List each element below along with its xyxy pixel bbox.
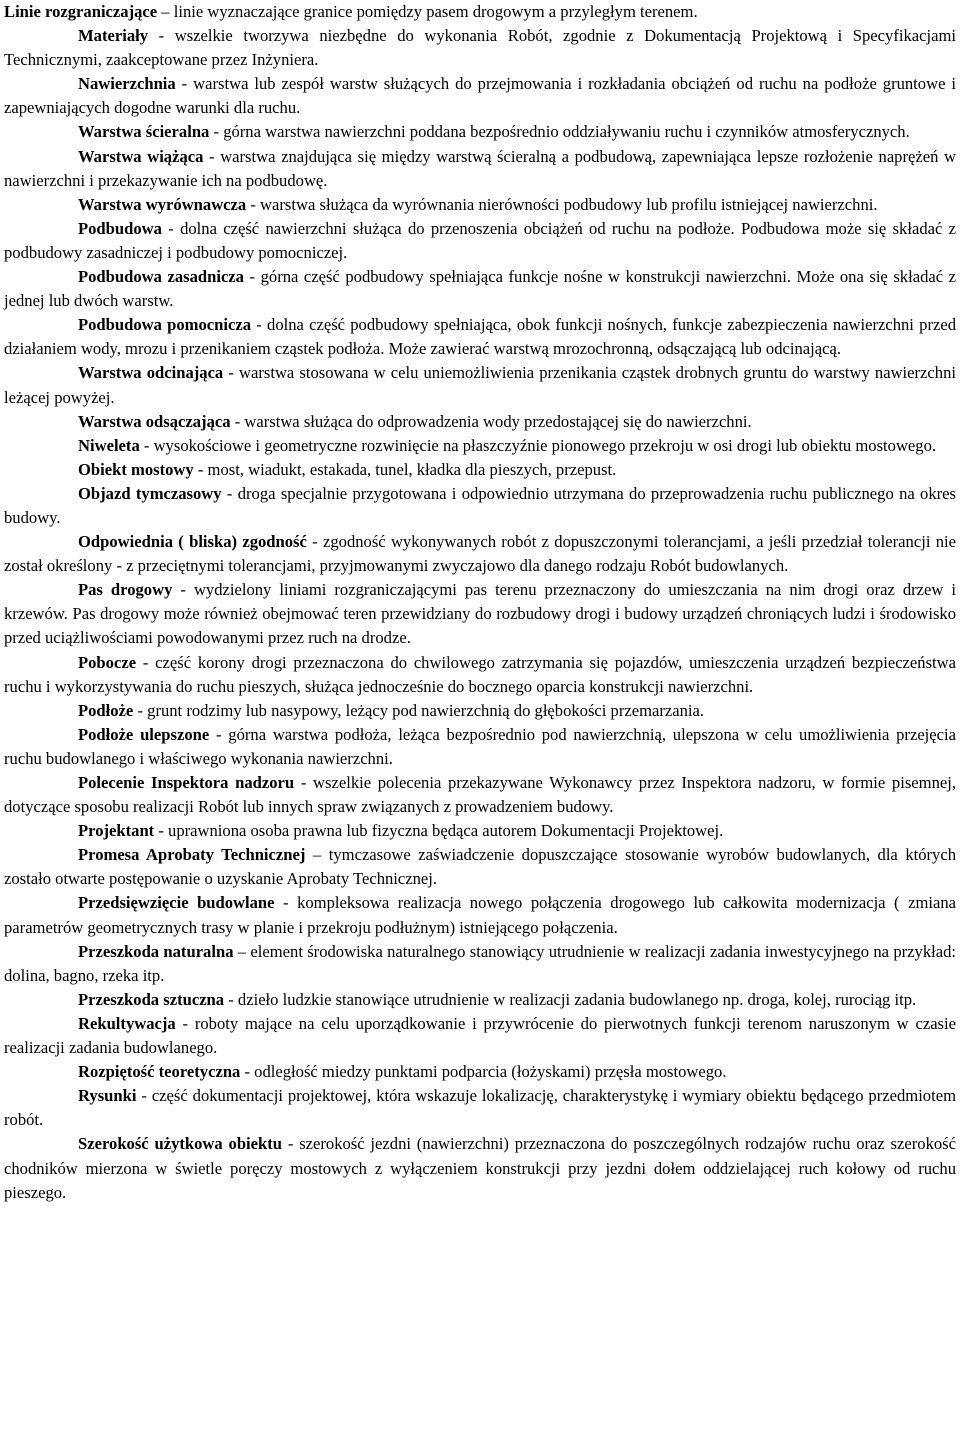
definition-text: tymczasowe zaświadczenie dopuszczające stosowanie wyrobów budowlanych, dla których zostało otwarte postępowanie o uzyskanie Aprobaty Technicznej. [4,845,957,889]
definition-promesa-aprobaty-technicznej [4,843,956,891]
definition-text: warstwa lub zespół warstw służących do przejmowania i rozkładania obciążeń od ruchu na podłoże gruntowe i zapewniających dogodne warunki dla ruchu. [4,74,957,118]
definition-text: grunt rodzimy lub nasypowy, leżący pod nawierzchnią do głębokości przemarzania. [147,700,705,720]
definition-text: warstwa służąca da wyrównania nierówności podbudowy lub profilu istniejącej nawierzchni. [260,194,878,214]
definition-term: Podbudowa zasadnicza [78,267,244,287]
definition-term: Pas drogowy [78,580,173,600]
definition-separator: - [175,74,194,94]
definition-odpowiednia-bliska-zgodnosc [4,530,956,578]
definition-term: Rozpiętość teoretyczna [78,1062,241,1082]
definition-term: Polecenie Inspektora nadzoru [78,773,295,792]
definition-materialy [4,24,956,72]
definition-rekultywacja [4,1012,956,1060]
definition-text: warstwa znajdująca się między warstwą ścieralną a podbudową, zapewniająca lepsze rozłożenie naprężeń w nawierzchni i przekazywanie ich na podbudowę. [4,146,956,190]
definition-term: Przeszkoda naturalna [78,941,234,961]
definition-separator: - [294,773,314,792]
definition-nawierzchnia [4,72,956,120]
definition-separator: - [136,1086,152,1106]
definition-pas-drogowy [4,578,956,650]
definition-separator: - [274,893,298,913]
definition-separator: - [240,1062,255,1082]
definition-text: zgodność wykonywanych robót z dopuszczonymi tolerancjami, a jeśli przedział tolerancji nie został określony - z przeciętnymi tolerancjami, przyjmowanymi zwyczajowo dla danego rodzaju Robót budowlanych. [4,532,956,576]
definition-term: Nawierzchnia [78,74,176,94]
definition-separator: - [203,146,221,166]
definition-text: droga specjalnie przygotowana i odpowiednio utrzymana do przeprowadzenia ruchu publicznego na okres budowy. [4,483,956,527]
definition-term: Warstwa wyrównawcza [78,194,247,214]
definition-text: górna warstwa nawierzchni poddana bezpośrednio oddziaływaniu ruchu i czynników atmosferycznych. [223,122,910,142]
definition-podloze-ulepszone [4,723,956,771]
definition-przeszkoda-naturalna [4,940,956,988]
definition-term: Warstwa odsączająca [78,411,231,431]
definition-przeszkoda-sztuczna [4,988,956,1012]
definition-warstwa-wiazaca [4,145,956,193]
definition-podloze [4,699,956,723]
definition-separator: - [172,580,194,600]
definition-separator: - [306,532,323,552]
definition-szerokosc-uzytkowa-obiektu [4,1132,956,1204]
definition-text: górna część podbudowy spełniająca funkcje nośne w konstrukcji nawierzchni. Może ona się składać z jednej lub dwóch warstw. [4,267,956,311]
definition-term: Obiekt mostowy [78,459,194,479]
definition-separator: - [193,459,208,479]
definition-separator: - [148,26,175,46]
definition-term: Objazd tymczasowy [78,483,222,503]
definition-term: Warstwa ścieralna [78,122,210,142]
definition-text: element środowiska naturalnego stanowiący utrudnienie w realizacji zadania inwestycyjnego na przykład: dolina, bagno, rzeka itp. [4,941,956,985]
definition-separator: - [161,218,181,238]
definition-warstwa-odsaczajaca [4,410,956,434]
definition-text: warstwa służąca do odprowadzenia wody przedostającej się do nawierzchni. [244,411,752,431]
definition-text: uprawniona osoba prawna lub fizyczna będąca autorem Dokumentacji Projektowej. [168,821,724,841]
definition-text: dzieło ludzkie stanowiące utrudnienie w realizacji zadania budowlanego np. droga, kolej, rurociąg itp. [237,989,917,1009]
definition-text: część dokumentacji projektowej, która wskazuje lokalizację, charakterystykę i wymiary obiektu będącego przedmiotem robót. [4,1086,956,1130]
definition-text: warstwa stosowana w celu uniemożliwienia przenikania cząstek drobnych gruntu do warstwy nawierzchni leżącej powyżej. [4,363,956,407]
definition-separator: - [223,363,239,383]
definition-separator: - [282,1134,300,1154]
definition-text: wydzielony liniami rozgraniczającymi pas terenu przeznaczony do umieszczania na nim drogi oraz drzew i krzewów. Pas drogowy może również obejmować teren przewidziany do rozbudowy drogi i budowy urządzeń chroniących ludzi i środowisko przed uciążliwościami powodowanymi przez ruch na drodze. [4,580,956,648]
definition-term: Szerokość użytkowa obiektu [78,1134,283,1154]
definition-text: wysokościowe i geometryczne rozwinięcie na płaszczyźnie pionowego przekroju w osi drogi lub obiektu mostowego. [153,435,937,455]
definition-text: dolna część podbudowy spełniająca, obok funkcji nośnych, funkcje zabezpieczenia nawierzchni przed działaniem wody, mrozu i przenikaniem cząstek podłoża. Może zawierać warstwą mrozochronną, odsączającą lub odcinającą. [4,315,956,359]
definition-warstwa-odcinajaca [4,361,956,409]
definition-rozpietosc-teoretyczna [4,1060,956,1084]
definition-projektant [4,819,956,843]
definition-text: górna warstwa podłoża, leżąca bezpośrednio pod nawierzchnią, ulepszona w celu umożliwienia przejęcia ruchu budowlanego i właściwego wykonania nawierzchni. [4,724,957,768]
definition-separator: – [305,845,329,865]
definition-objazd-tymczasowy [4,482,956,530]
definition-term: Pobocze [78,652,137,672]
definition-term: Przedsięwzięcie budowlane [78,893,275,913]
definition-text: wszelkie polecenia przekazywane Wykonawcy przez Inspektora nadzoru, w formie pisemnej, dotyczące sposobu realizacji Robót lub innych spraw związanych z prowadzeniem budowy. [4,773,956,817]
definition-separator: – [157,2,174,21]
definition-separator: - [251,315,268,335]
definition-warstwa-scieralna [4,120,956,144]
definition-text: dolna część nawierzchni służąca do przenoszenia obciążeń od ruchu na podłoże. Podbudowa może się składać z podbudowy zasadniczej i podbudowy pomocniczej. [4,218,957,262]
definition-term: Podłoże ulepszone [78,724,210,744]
definition-text: wszelkie tworzywa niezbędne do wykonania Robót, zgodnie z Dokumentacją Projektową i Specyfikacjami Technicznymi, zaakceptowane przez Inżyniera. [4,26,956,70]
definition-term: Podbudowa [78,218,162,238]
definition-pobocze [4,651,956,699]
definition-separator: - [175,1013,195,1033]
definition-text: kompleksowa realizacja nowego połączenia drogowego lub całkowita modernizacja ( zmiana parametrów geometrycznych trasy w planie i przekroju podłużnym) istniejącego połączenia. [4,893,956,937]
definition-separator: - [209,724,229,744]
definition-niweleta [4,434,956,458]
definition-linie-rozgraniczajace [4,0,956,24]
definition-separator: - [139,435,154,455]
definition-separator: - [136,652,156,672]
definition-przedsiewziecie-budowlane [4,891,956,939]
definition-term: Projektant [78,821,155,841]
definition-term: Materiały [78,26,149,46]
definition-term: Rysunki [78,1086,137,1106]
definition-separator: - [133,700,148,720]
definition-separator: - [224,989,238,1009]
definition-term: Niweleta [78,435,140,455]
definition-warstwa-wyrownawcza [4,193,956,217]
definition-text: część korony drogi przeznaczona do chwilowego zatrzymania się pojazdów, umieszczenia urządzeń bezpieczeństwa ruchu i wykorzystywania do ruchu pieszych, służąca jednocześnie do bocznego oparcia konstrukcji nawierzchni. [4,652,957,696]
definition-podbudowa-zasadnicza [4,265,956,313]
definition-rysunki [4,1084,956,1132]
definition-text: odległość miedzy punktami podparcia (łożyskami) przęsła mostowego. [254,1062,727,1082]
definition-polecenie-inspektora-nadzoru [4,771,956,819]
definition-term: Warstwa wiążąca [78,146,204,166]
definition-podbudowa [4,217,956,265]
definition-term: Przeszkoda sztuczna [78,989,225,1009]
definition-separator: – [233,941,251,961]
definition-podbudowa-pomocnicza [4,313,956,361]
definition-term: Podbudowa pomocnicza [78,315,252,335]
definition-term: Warstwa odcinająca [78,363,224,383]
definition-term: Odpowiednia ( bliska) zgodność [78,532,307,552]
definition-term: Linie rozgraniczające [4,2,158,21]
definition-separator: - [221,483,238,503]
definition-text: most, wiadukt, estakada, tunel, kładka dla pieszych, przepust. [207,459,617,479]
definition-term: Rekultywacja [78,1013,176,1033]
definition-text: szerokość jezdni (nawierzchni) przeznaczona do poszczególnych rodzajów ruchu oraz szerokość chodników mierzona w świetle poręczy mostowych z wyłączeniem konstrukcji przy jezdni dołem oddzielającej ruch kołowy od ruchu pieszego. [4,1134,956,1202]
definition-term: Promesa Aprobaty Technicznej [78,845,306,865]
definition-text: roboty mające na celu uporządkowanie i przywrócenie do pierwotnych funkcji terenom naruszonym w czasie realizacji zadania budowlanego. [4,1013,956,1058]
definition-text: linie wyznaczające granice pomiędzy pasem drogowym a przyległym terenem. [173,2,698,21]
definition-obiekt-mostowy [4,458,956,482]
definition-separator: - [209,122,224,142]
definition-separator: - [246,194,261,214]
definition-separator: - [230,411,245,431]
definition-term: Podłoże [78,700,134,720]
definition-separator: - [243,267,261,287]
definition-separator: - [154,821,169,841]
